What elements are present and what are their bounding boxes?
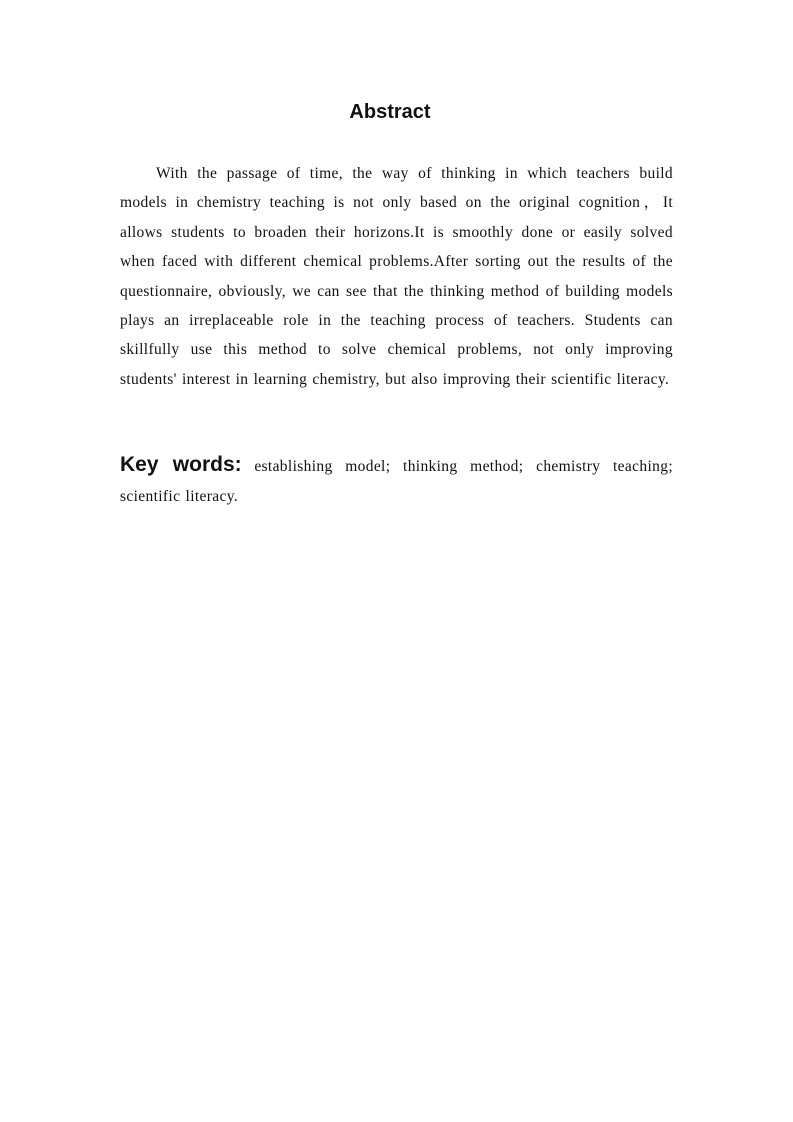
abstract-title: Abstract [349, 101, 431, 123]
keywords-label: Key words: [120, 453, 242, 476]
keywords-paragraph [120, 450, 673, 512]
keywords-text: establishing model; thinking method; chemistry teaching; scientific literacy. [120, 458, 673, 505]
abstract-body: With the passage of time, the way of thinking in which teachers build models in chemistry teaching is not only based on the original cognition，It allows students to broaden their horizons.It is smoothly done or easily solved when faced with different chemical problems.After sorting out the results of the questionnaire, obviously, we can see that the thinking method of building models plays an irreplaceable role in the teaching process of teachers. Students can skillfully use this method to solve chemical problems, not only improving students' interest in learning chemistry, but also improving their scientific literacy. [120, 165, 673, 388]
